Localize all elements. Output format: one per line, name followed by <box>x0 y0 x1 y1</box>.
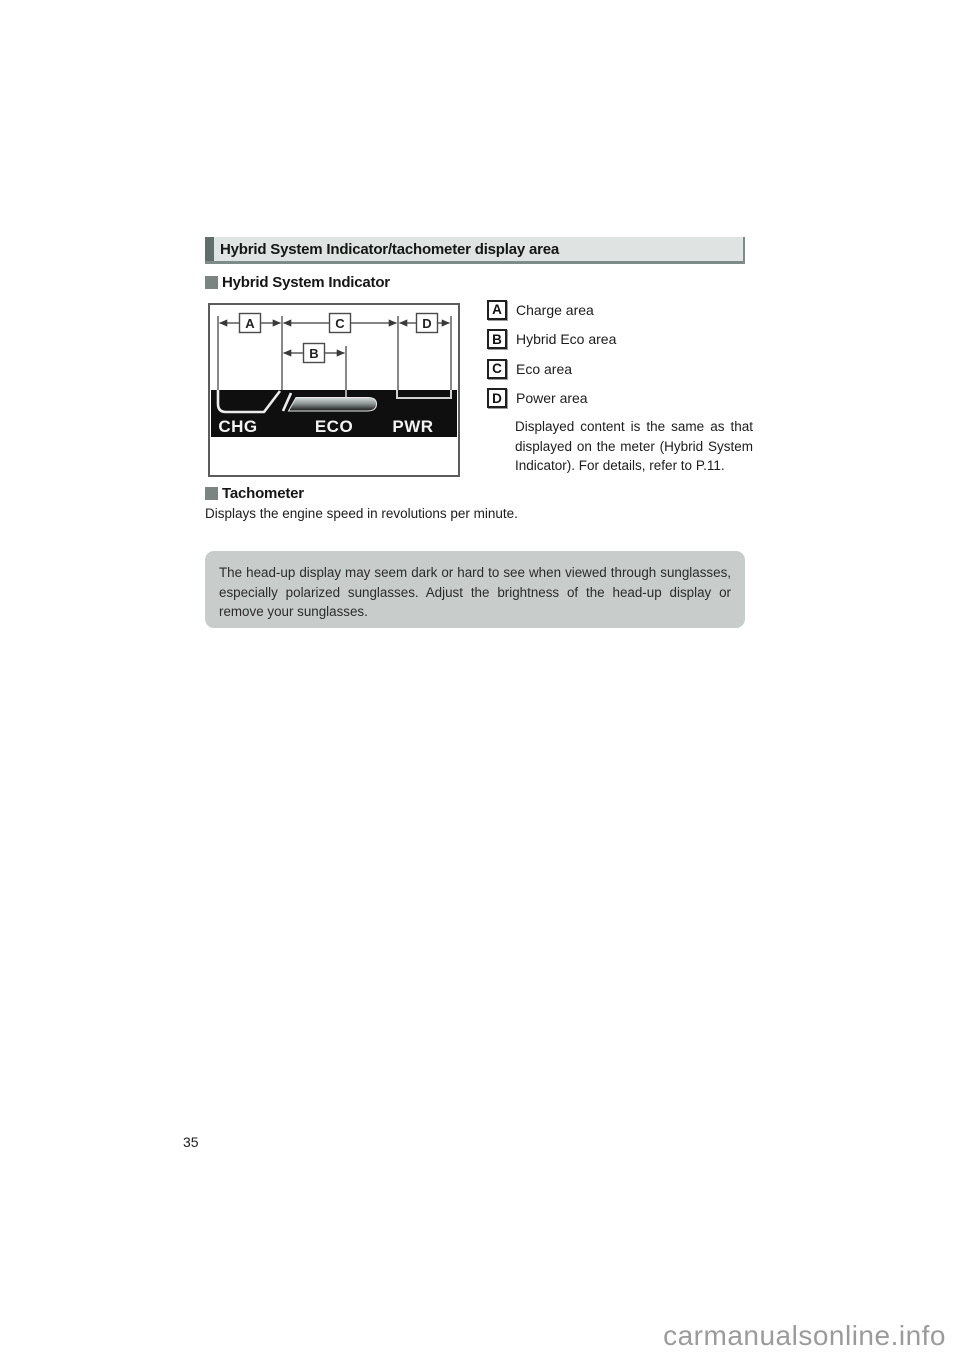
hybrid-indicator-diagram <box>208 303 460 477</box>
legend-badge-a: A <box>487 300 507 320</box>
label-b: B <box>309 346 319 361</box>
legend-row-power <box>487 388 737 409</box>
tachometer-description: Displays the engine speed in revolutions per minute. <box>205 506 518 521</box>
legend-label-power: Power area <box>516 390 588 406</box>
legend-badge-d: D <box>487 388 507 408</box>
legend-note: Displayed content is the same as that displayed on the meter (Hybrid System Indicator). For details, refer to P.11. <box>515 419 753 473</box>
label-a: A <box>245 316 255 331</box>
heading-hybrid-system-indicator <box>205 274 390 291</box>
legend-badge-b: B <box>487 329 507 349</box>
square-bullet-icon <box>205 487 218 500</box>
heading-tachometer <box>205 485 304 502</box>
label-d: D <box>422 316 432 331</box>
legend-label-charge: Charge area <box>516 301 594 318</box>
legend-badge-c: C <box>487 359 507 379</box>
diagram-legend <box>487 299 753 476</box>
display-pwr-label: PWR <box>392 417 434 436</box>
header-accent-bar <box>205 237 214 261</box>
head-up-display-callout: The head-up display may seem dark or hard to see when viewed through sunglasses, especially polarized sunglasses. Adjust the brightness of the head-up display or remove your sunglasses. <box>205 551 745 628</box>
legend-row-hybrid-eco <box>487 329 737 350</box>
square-bullet-icon <box>205 276 218 289</box>
heading-label: Tachometer <box>222 485 304 502</box>
eco-blade-shape <box>289 398 377 412</box>
section-header-bar <box>205 237 745 264</box>
legend-label-hybrid-eco: Hybrid Eco area <box>516 331 617 347</box>
display-chg-label: CHG <box>218 417 258 436</box>
watermark: carmanualsonline.info <box>663 1320 946 1351</box>
diagram-svg <box>208 303 460 477</box>
legend-label-eco: Eco area <box>516 360 573 377</box>
legend-row-eco <box>487 358 737 379</box>
label-c: C <box>335 316 345 331</box>
heading-label: Hybrid System Indicator <box>222 274 390 291</box>
legend-row-charge <box>487 299 737 320</box>
page-title: Hybrid System Indicator/tachometer display area <box>220 240 560 258</box>
display-eco-label: ECO <box>314 417 354 436</box>
page-number: 35 <box>183 1134 199 1150</box>
